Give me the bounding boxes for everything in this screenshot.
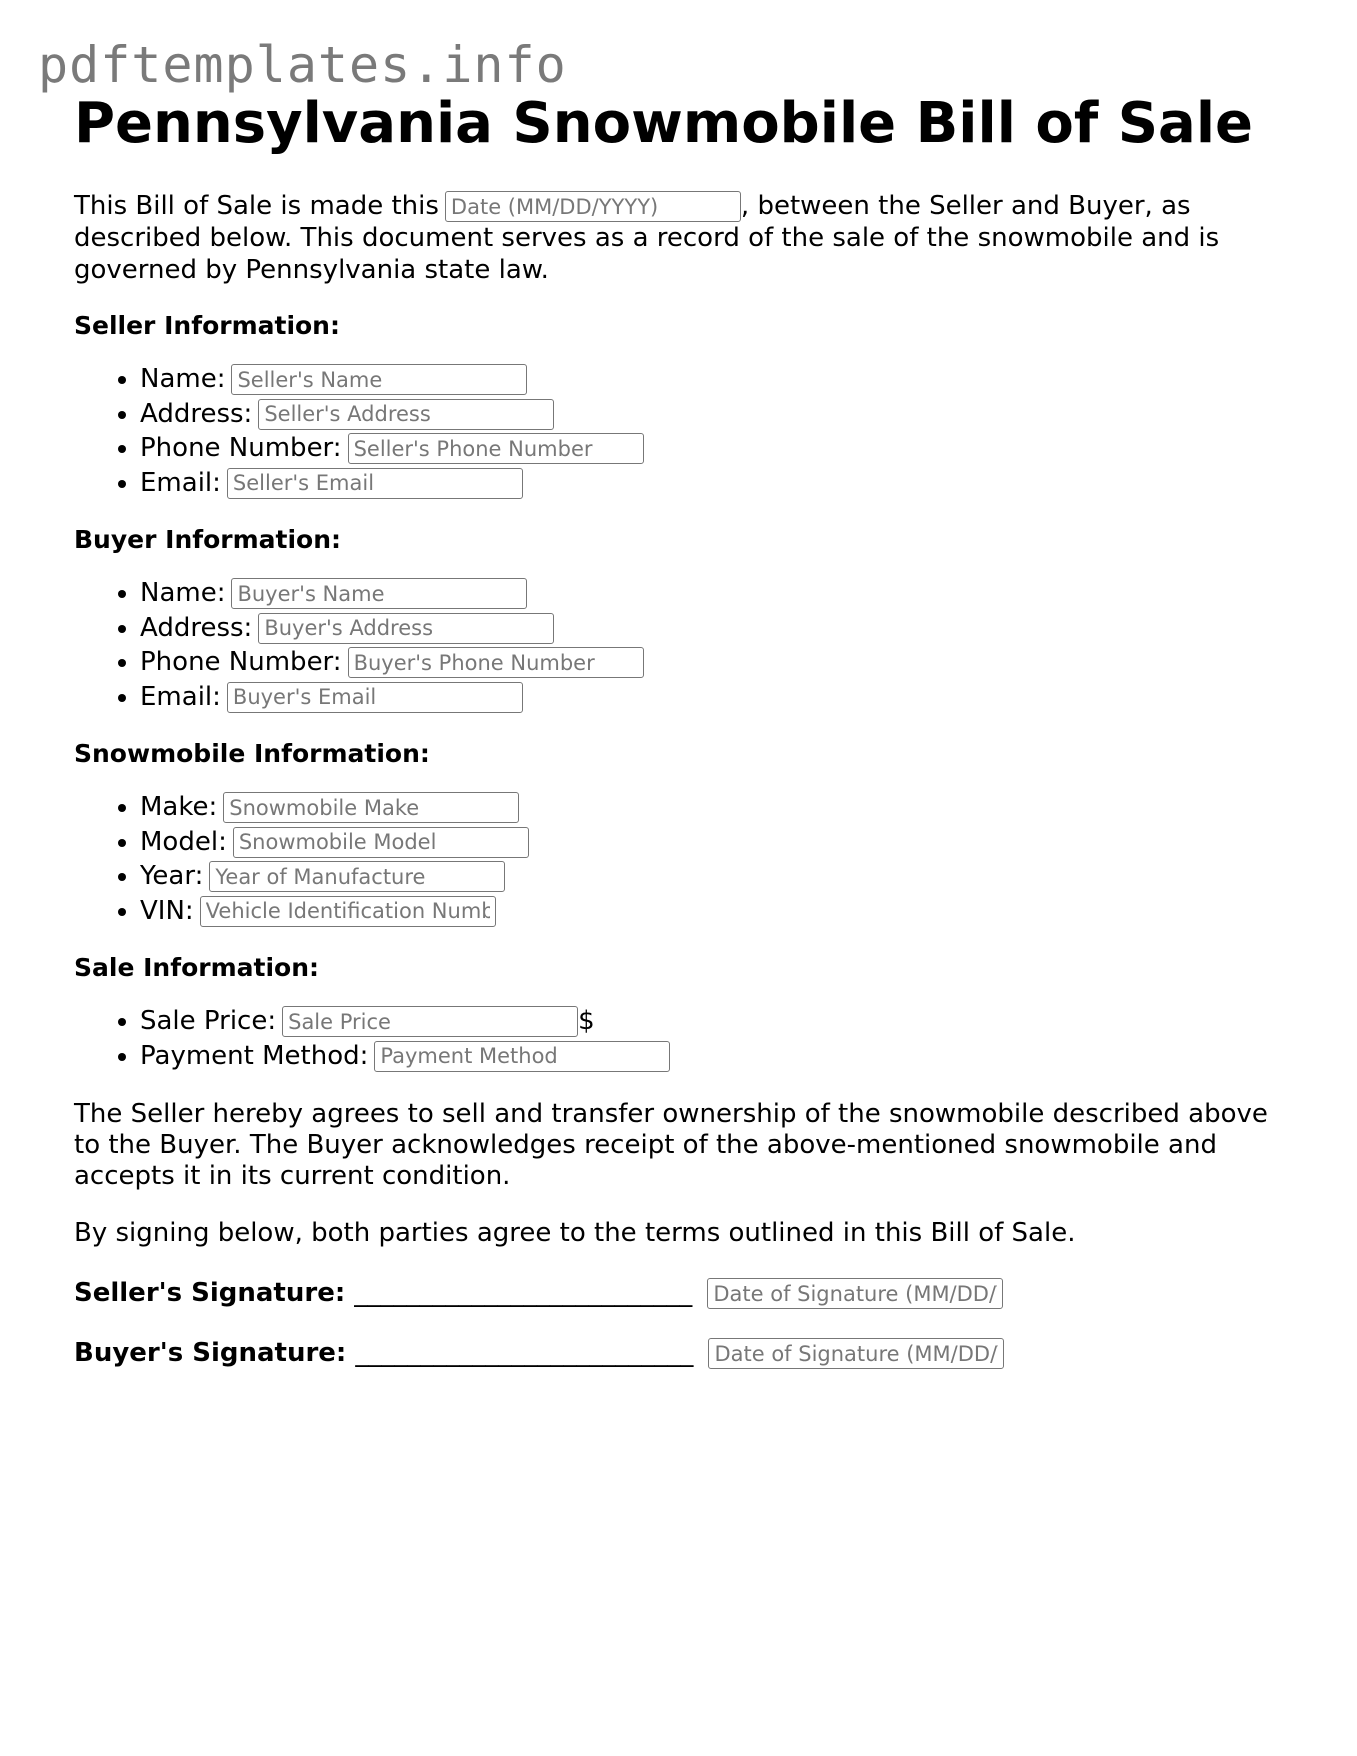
buyer-section: [74, 524, 1294, 714]
list-item: [140, 397, 1294, 432]
sale-list: [74, 1004, 1294, 1073]
sale-price-label: Sale Price:: [140, 1006, 277, 1037]
seller-phone-label: Phone Number:: [140, 433, 342, 464]
sale-date-input[interactable]: [445, 191, 741, 222]
list-item: [140, 576, 1294, 611]
list-item: [140, 466, 1294, 501]
buyer-address-input[interactable]: [258, 613, 554, 644]
list-item: [140, 680, 1294, 715]
list-item: [140, 859, 1294, 894]
currency-symbol: $: [578, 1006, 595, 1037]
year-label: Year:: [140, 861, 204, 892]
buyer-signature-row: [74, 1335, 1294, 1371]
page-title: Pennsylvania Snowmobile Bill of Sale: [74, 91, 1254, 156]
intro-paragraph: [74, 190, 1294, 286]
model-label: Model:: [140, 826, 227, 857]
sale-price-input[interactable]: [282, 1006, 578, 1037]
buyer-email-label: Email:: [140, 681, 221, 712]
buyer-phone-label: Phone Number:: [140, 647, 342, 678]
seller-section: [74, 310, 1294, 500]
buyer-signature-line[interactable]: __________________________: [355, 1338, 694, 1369]
seller-signature-date-input[interactable]: [707, 1278, 1003, 1309]
seller-name-label: Name:: [140, 364, 226, 395]
list-item: [140, 1004, 1294, 1039]
seller-name-input[interactable]: [231, 364, 527, 395]
seller-phone-input[interactable]: [348, 433, 644, 464]
vin-input[interactable]: [200, 896, 496, 927]
seller-address-label: Address:: [140, 398, 253, 429]
list-item: [140, 362, 1294, 397]
buyer-name-label: Name:: [140, 578, 226, 609]
make-input[interactable]: [223, 792, 519, 823]
seller-signature-row: [74, 1275, 1294, 1311]
seller-email-label: Email:: [140, 467, 221, 498]
agreement-paragraph: By signing below, both parties agree to the terms outlined in this Bill of Sale.: [74, 1218, 1076, 1249]
watermark: pdftemplates.info: [38, 36, 567, 94]
document-page: [74, 92, 1294, 1371]
list-item: [140, 790, 1294, 825]
vin-label: VIN:: [140, 895, 194, 926]
make-label: Make:: [140, 792, 218, 823]
seller-heading: Seller Information:: [74, 311, 340, 341]
seller-list: [74, 362, 1294, 500]
buyer-signature-date-input[interactable]: [708, 1338, 1004, 1369]
year-input[interactable]: [209, 861, 505, 892]
transfer-paragraph: The Seller hereby agrees to sell and transfer ownership of the snowmobile described above to the Buyer. The Buyer acknowledges receipt of the above-mentioned snowmobile and accepts it in its current condition.: [74, 1099, 1268, 1192]
buyer-address-label: Address:: [140, 612, 253, 643]
list-item: [140, 611, 1294, 646]
seller-signature-line[interactable]: __________________________: [354, 1278, 693, 1309]
payment-method-label: Payment Method:: [140, 1040, 369, 1071]
buyer-signature-label: Buyer's Signature:: [74, 1338, 347, 1369]
list-item: [140, 645, 1294, 680]
sale-section: [74, 952, 1294, 1073]
intro-text-before: This Bill of Sale is made this: [74, 191, 439, 222]
snowmobile-section: [74, 738, 1294, 928]
buyer-heading: Buyer Information:: [74, 525, 342, 555]
buyer-email-input[interactable]: [227, 682, 523, 713]
model-input[interactable]: [233, 827, 529, 858]
snowmobile-list: [74, 790, 1294, 928]
list-item: [140, 1039, 1294, 1074]
list-item: [140, 431, 1294, 466]
buyer-name-input[interactable]: [231, 578, 527, 609]
buyer-list: [74, 576, 1294, 714]
seller-signature-label: Seller's Signature:: [74, 1278, 346, 1309]
list-item: [140, 894, 1294, 929]
snowmobile-heading: Snowmobile Information:: [74, 739, 430, 769]
payment-method-input[interactable]: [374, 1041, 670, 1072]
buyer-phone-input[interactable]: [348, 647, 644, 678]
list-item: [140, 825, 1294, 860]
seller-address-input[interactable]: [258, 399, 554, 430]
intro-text-after: , between the Seller and Buyer, as described below. This document serves as a record of the sale of the snowmobile and is governed by Pennsylvania state law.: [74, 191, 1220, 286]
sale-heading: Sale Information:: [74, 953, 319, 983]
seller-email-input[interactable]: [227, 468, 523, 499]
